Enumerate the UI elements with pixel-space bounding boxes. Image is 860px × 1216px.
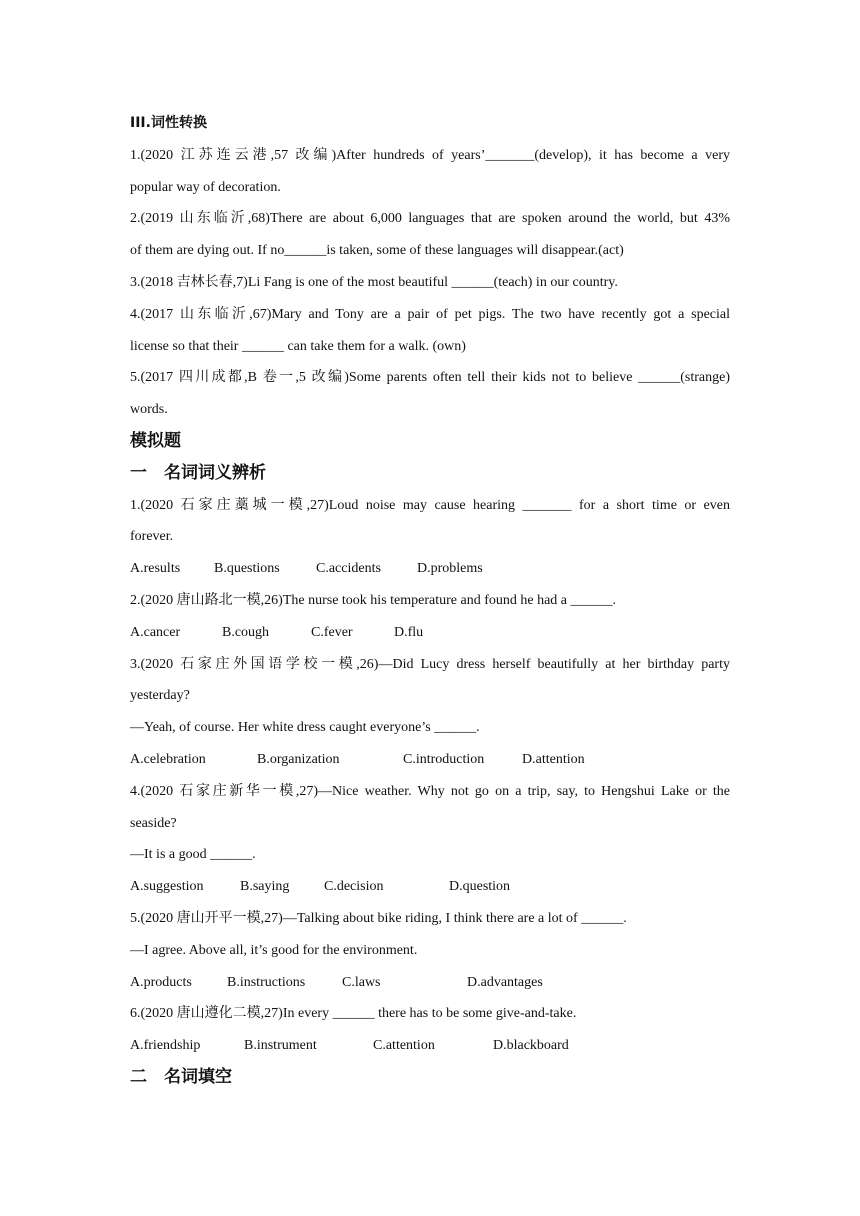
question-text: —Yeah, of course. Her white dress caught everyone’s ______. <box>130 720 480 736</box>
question-text: of them are dying out. If no______is taken, some of these languages will disappear.(act) <box>130 243 624 259</box>
question-text: popular way of decoration. <box>130 179 281 195</box>
question-text: —It is a good ______. <box>130 847 256 863</box>
option: D.attention <box>522 751 585 767</box>
option: B.organization <box>257 751 340 767</box>
option: D.flu <box>394 624 424 640</box>
question-text: —I agree. Above all, it’s good for the environment. <box>130 942 418 958</box>
question-text: 5.(2020 唐山开平一模,27)—Talking about bike riding, I think there are a lot of ______. <box>130 910 627 926</box>
option: B.questions <box>214 561 280 577</box>
question-text: 1.(2020 江苏连云港,57 改编)After hundreds of years’_______(develop), it has become a very <box>130 147 730 163</box>
question-text: 3.(2020 石家庄外国语学校一模,26)—Did Lucy dress herself beautifully at her birthday party <box>130 656 730 672</box>
option: A.cancer <box>130 624 181 640</box>
question-text: forever. <box>130 529 174 545</box>
option: A.suggestion <box>130 879 204 895</box>
option: D.advantages <box>467 974 543 990</box>
question-text: 5.(2017 四川成都,B 卷一,5 改编)Some parents often tell their kids not to believe ______(strange) <box>130 370 730 386</box>
option: C.introduction <box>403 751 485 767</box>
option: D.blackboard <box>493 1038 569 1054</box>
option: A.friendship <box>130 1038 201 1054</box>
question-text: 4.(2017 山东临沂,67)Mary and Tony are a pair of pet pigs. The two have recently got a special <box>130 306 730 322</box>
question-text: 6.(2020 唐山遵化二模,27)In every ______ there has to be some give-and-take. <box>130 1006 577 1022</box>
question-text: seaside? <box>130 815 177 831</box>
option: A.products <box>130 974 192 990</box>
answer-options <box>130 553 730 585</box>
question-text: 3.(2018 吉林长春,7)Li Fang is one of the most beautiful ______(teach) in our country. <box>130 274 618 290</box>
option: A.celebration <box>130 751 206 767</box>
question-text: license so that their ______ can take them for a walk. (own) <box>130 338 466 354</box>
question-text: 2.(2019 山东临沂,68)There are about 6,000 languages that are spoken around the world, but 43% <box>130 211 730 227</box>
question-text: 2.(2020 唐山路北一模,26)The nurse took his temperature and found he had a ______. <box>130 592 617 608</box>
answer-options <box>130 744 730 776</box>
option: C.decision <box>324 879 384 895</box>
question-text: words. <box>130 402 168 418</box>
option: A.results <box>130 561 181 577</box>
option: B.instrument <box>244 1038 317 1054</box>
option: B.cough <box>222 624 270 640</box>
option: D.question <box>449 879 511 895</box>
answer-options <box>130 967 730 999</box>
option: C.laws <box>342 974 381 990</box>
option: B.saying <box>240 879 290 895</box>
question-text: 1.(2020 石家庄藁城一模,27)Loud noise may cause hearing _______ for a short time or even <box>130 497 730 513</box>
option: C.attention <box>373 1038 435 1054</box>
option: D.problems <box>417 561 483 577</box>
part-heading: 二 名词填空 <box>130 1066 232 1087</box>
answer-options <box>130 871 730 903</box>
document-body <box>130 108 730 1094</box>
question-text: 4.(2020 石家庄新华一模,27)—Nice weather. Why not go on a trip, say, to Hengshui Lake or the <box>130 783 730 799</box>
option: C.fever <box>311 624 353 640</box>
option: B.instructions <box>227 974 306 990</box>
option: C.accidents <box>316 561 381 577</box>
part-heading: 一 名词词义辨析 <box>130 462 266 483</box>
question-text: yesterday? <box>130 688 190 704</box>
section-heading: III.词性转换 <box>130 115 207 131</box>
section-heading: 模拟题 <box>130 430 181 451</box>
answer-options <box>130 617 730 649</box>
answer-options <box>130 1030 730 1062</box>
